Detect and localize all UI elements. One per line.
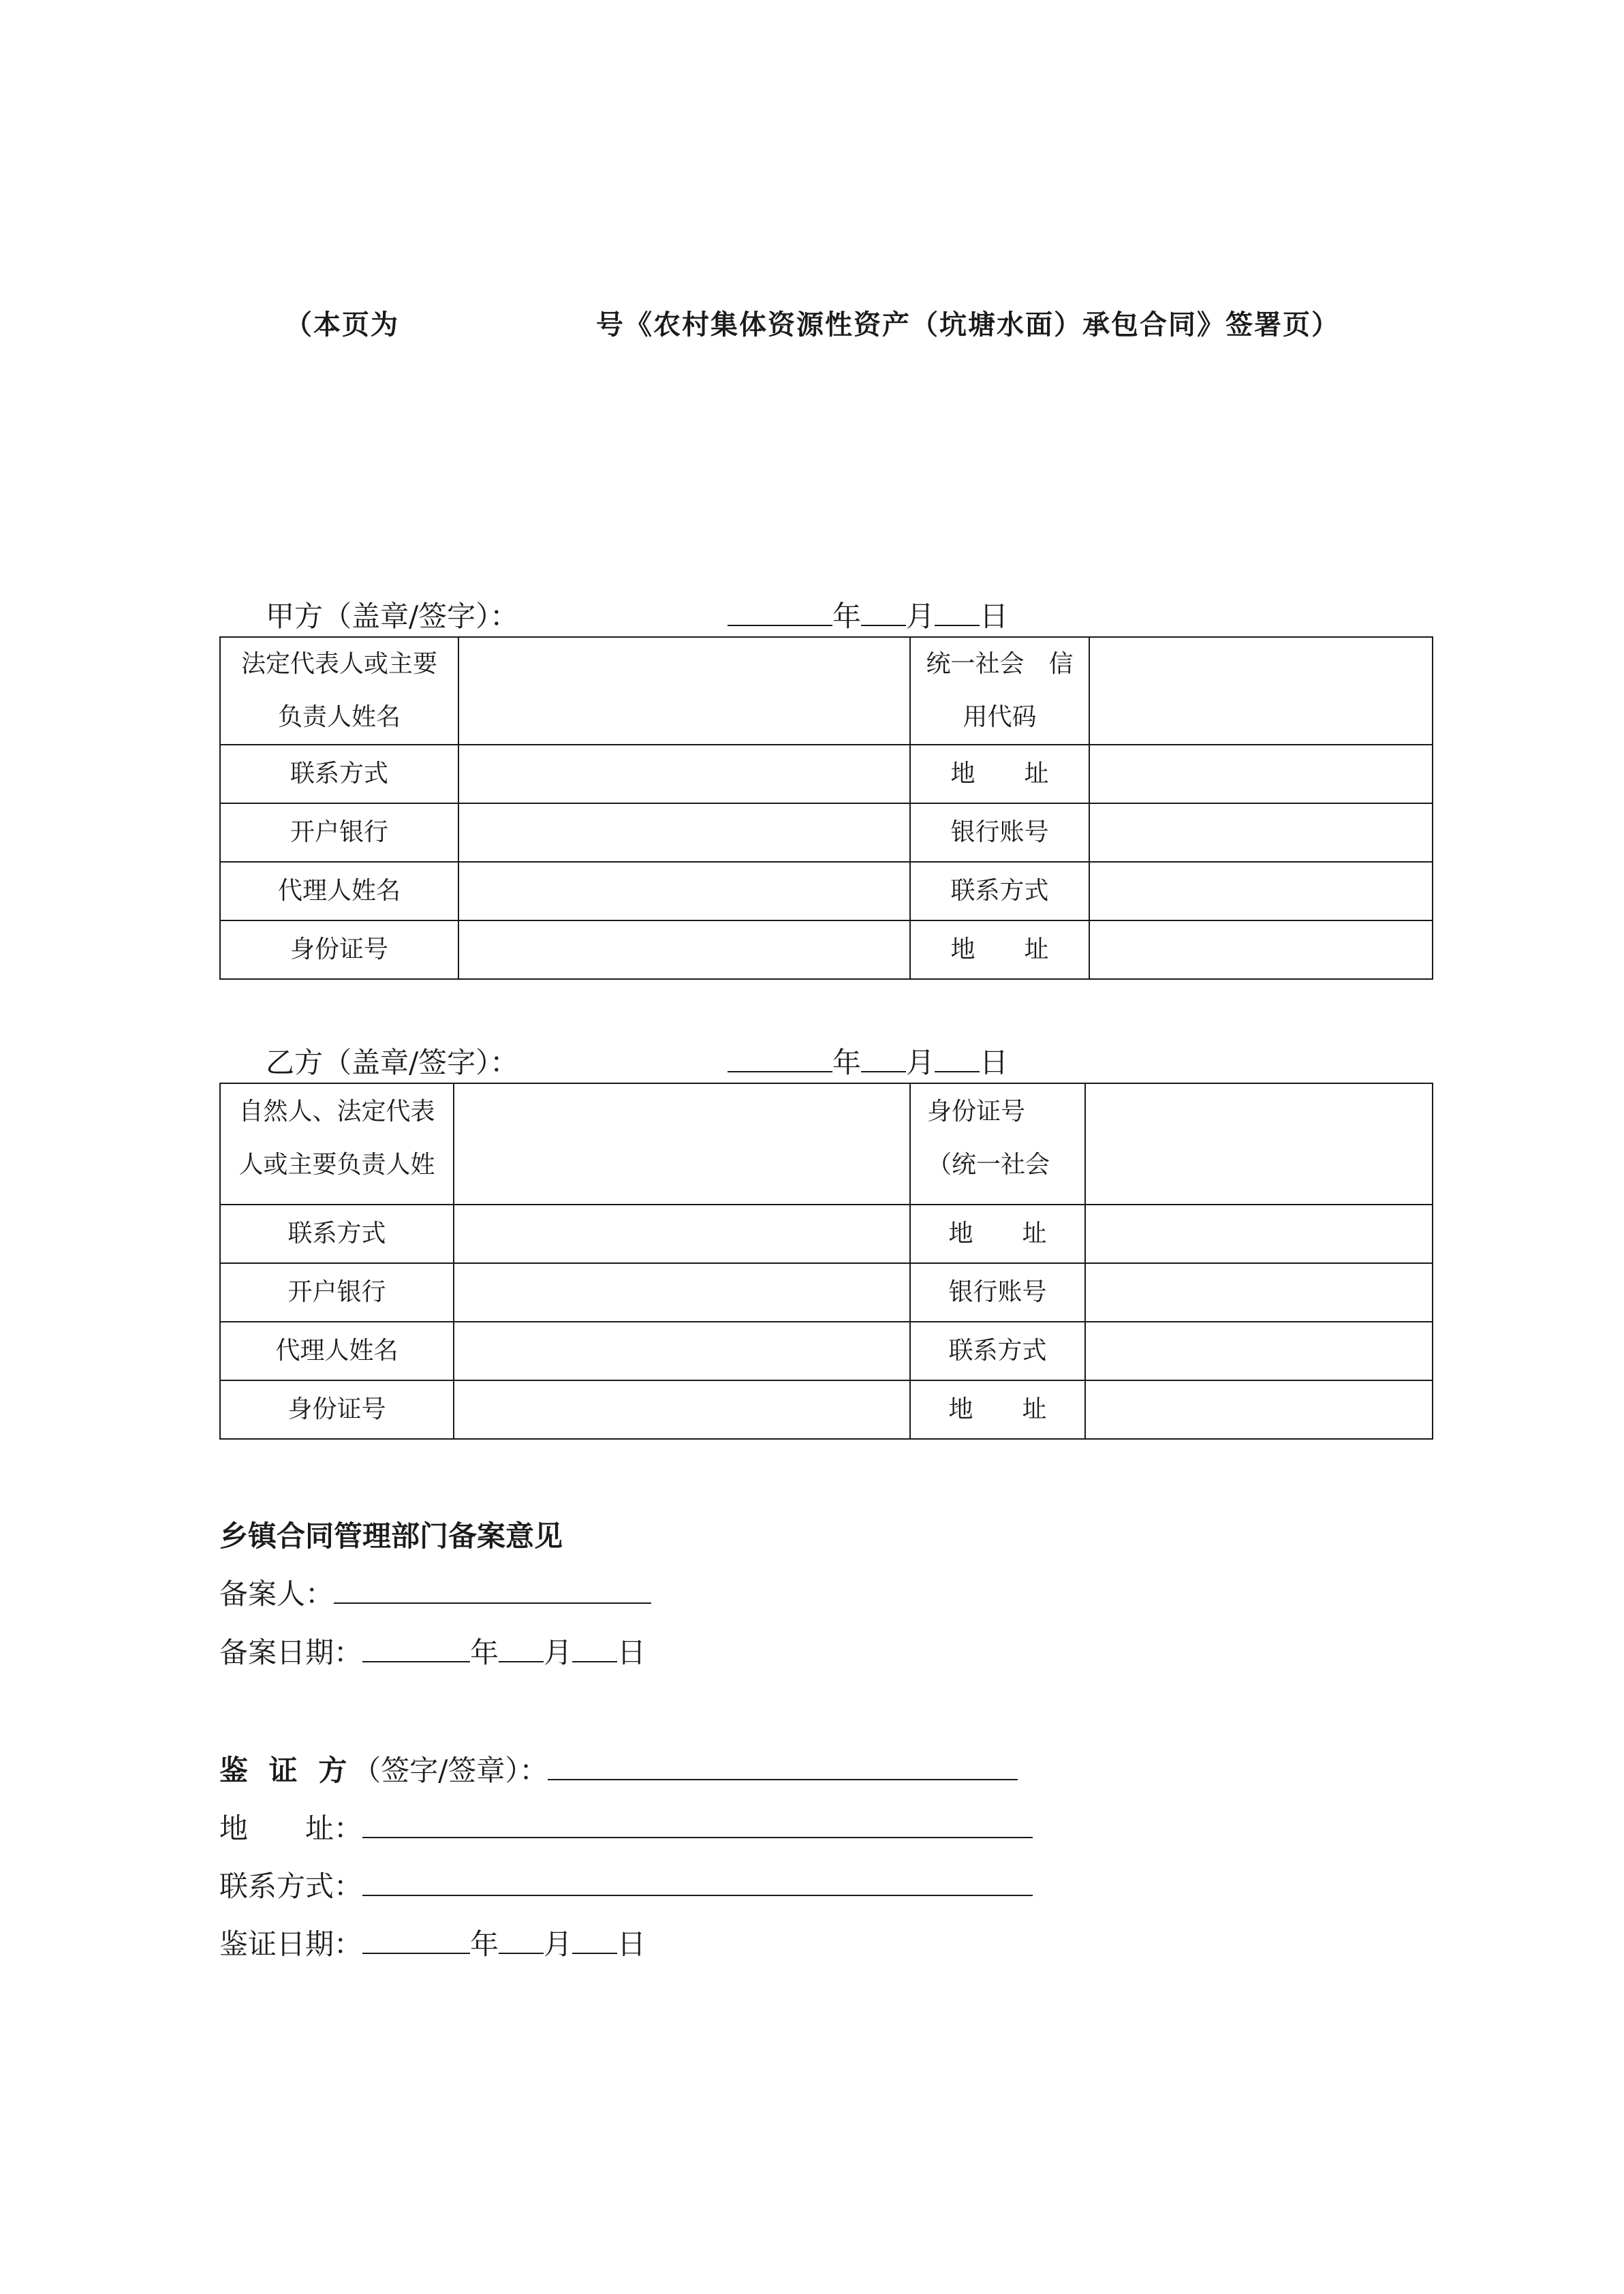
party-b-account-label: 银行账号: [910, 1263, 1085, 1322]
party-b-id-number-field[interactable]: [454, 1380, 910, 1439]
party-a-heading-label: 甲方（盖章/签字）：: [266, 600, 519, 633]
party-a-date-day-field[interactable]: [935, 598, 980, 626]
filing-date-row: [219, 1630, 646, 1671]
party-a-date-year-field[interactable]: [728, 598, 832, 626]
party-a-agent-label: 代理人姓名: [220, 862, 458, 920]
table-row: [220, 1083, 1433, 1205]
page-title-prefix: （本页为: [285, 309, 399, 341]
table-row: [220, 803, 1433, 862]
month-unit: 月: [544, 1927, 573, 1961]
verification-address-row: [219, 1806, 1033, 1847]
verification-contact-row: [219, 1864, 1033, 1905]
party-a-bank-field[interactable]: [458, 803, 910, 862]
verification-heading-row: [219, 1748, 1018, 1789]
party-a-legal-rep-field[interactable]: [458, 637, 910, 745]
party-b-date: [728, 1040, 1008, 1081]
verification-address-label: 地 址：: [219, 1812, 363, 1845]
party-a-address-label: 地 址: [910, 745, 1089, 803]
party-b-date-day-field[interactable]: [935, 1044, 980, 1072]
party-a-agent-field[interactable]: [458, 862, 910, 920]
verification-date-day-field[interactable]: [572, 1925, 617, 1954]
party-a-bank-label: 开户银行: [220, 803, 458, 862]
party-b-contact-label: 联系方式: [220, 1205, 454, 1263]
month-unit: 月: [544, 1636, 573, 1669]
table-row: [220, 1205, 1433, 1263]
party-a-contact-label: 联系方式: [220, 745, 458, 803]
filing-date-month-field[interactable]: [499, 1634, 544, 1662]
party-a-account-label: 银行账号: [910, 803, 1089, 862]
day-unit: 日: [617, 1927, 646, 1961]
filer-field[interactable]: [334, 1575, 651, 1604]
party-b-id-field[interactable]: [1085, 1083, 1433, 1205]
filer-row: [219, 1572, 651, 1613]
party-b-contact-field[interactable]: [454, 1205, 910, 1263]
filing-date-day-field[interactable]: [572, 1634, 617, 1662]
party-b-date-month-field[interactable]: [861, 1044, 906, 1072]
day-unit: 日: [980, 1046, 1009, 1079]
party-a-legal-rep-label: 法定代表人或主要 负责人姓名: [220, 637, 458, 745]
day-unit: 日: [980, 600, 1009, 633]
party-a-agent-contact-label: 联系方式: [910, 862, 1089, 920]
table-row: [220, 920, 1433, 979]
verification-heading-suffix: （签字/签章）：: [352, 1754, 548, 1787]
table-row: [220, 862, 1433, 920]
party-a-agent-address-field[interactable]: [1089, 920, 1433, 979]
party-a-id-field[interactable]: [458, 920, 910, 979]
verification-heading: 鉴 证 方: [219, 1754, 353, 1787]
party-b-agent-label: 代理人姓名: [220, 1322, 454, 1380]
year-unit: 年: [832, 600, 862, 633]
verification-sign-field[interactable]: [548, 1752, 1018, 1780]
verification-date-year-field[interactable]: [362, 1925, 470, 1954]
party-b-address-field[interactable]: [1085, 1205, 1433, 1263]
party-a-table: [219, 636, 1433, 980]
verification-date-month-field[interactable]: [499, 1925, 544, 1954]
verification-address-field[interactable]: [362, 1810, 1033, 1838]
page-title: 号《农村集体资源性资产（坑塘水面）承包合同》签署页）: [596, 309, 1340, 341]
party-b-person-label: 自然人、法定代表 人或主要负责人姓: [220, 1083, 454, 1205]
day-unit: 日: [617, 1636, 646, 1669]
party-a-credit-code-label: 统一社会 信 用代码: [910, 637, 1089, 745]
party-b-heading: [266, 1040, 518, 1081]
party-b-date-year-field[interactable]: [728, 1044, 832, 1072]
table-row: [220, 1263, 1433, 1322]
table-row: [220, 1322, 1433, 1380]
party-b-person-field[interactable]: [454, 1083, 910, 1205]
party-b-agent-address-label: 地 址: [910, 1380, 1085, 1439]
party-a-heading: [266, 594, 518, 635]
party-a-address-field[interactable]: [1089, 745, 1433, 803]
party-a-date: [728, 594, 1008, 635]
filing-date-label: 备案日期：: [219, 1636, 363, 1669]
party-b-id-number-label: 身份证号: [220, 1380, 454, 1439]
party-a-account-field[interactable]: [1089, 803, 1433, 862]
party-b-agent-contact-field[interactable]: [1085, 1322, 1433, 1380]
verification-date-label: 鉴证日期：: [219, 1927, 363, 1961]
party-a-id-label: 身份证号: [220, 920, 458, 979]
year-unit: 年: [470, 1927, 499, 1961]
party-b-heading-label: 乙方（盖章/签字）：: [266, 1046, 519, 1079]
filer-label: 备案人：: [219, 1577, 334, 1611]
party-b-bank-field[interactable]: [454, 1263, 910, 1322]
party-b-address-label: 地 址: [910, 1205, 1085, 1263]
filing-date-year-field[interactable]: [362, 1634, 470, 1662]
party-a-agent-contact-field[interactable]: [1089, 862, 1433, 920]
party-a-date-month-field[interactable]: [861, 598, 906, 626]
party-b-agent-address-field[interactable]: [1085, 1380, 1433, 1439]
year-unit: 年: [832, 1046, 862, 1079]
party-b-bank-label: 开户银行: [220, 1263, 454, 1322]
table-row: [220, 745, 1433, 803]
table-row: [220, 637, 1433, 745]
month-unit: 月: [906, 600, 935, 633]
party-b-table: [219, 1083, 1433, 1440]
month-unit: 月: [906, 1046, 935, 1079]
party-a-contact-field[interactable]: [458, 745, 910, 803]
verification-date-row: [219, 1922, 646, 1963]
party-a-agent-address-label: 地 址: [910, 920, 1089, 979]
verification-contact-field[interactable]: [362, 1867, 1033, 1896]
party-b-id-label: 身份证号 （统一社会: [910, 1083, 1085, 1205]
filing-heading: 乡镇合同管理部门备案意见: [219, 1519, 563, 1553]
party-b-agent-field[interactable]: [454, 1322, 910, 1380]
table-row: [220, 1380, 1433, 1439]
verification-contact-label: 联系方式：: [219, 1870, 363, 1903]
party-b-account-field[interactable]: [1085, 1263, 1433, 1322]
party-a-credit-code-field[interactable]: [1089, 637, 1433, 745]
party-b-agent-contact-label: 联系方式: [910, 1322, 1085, 1380]
year-unit: 年: [470, 1636, 499, 1669]
